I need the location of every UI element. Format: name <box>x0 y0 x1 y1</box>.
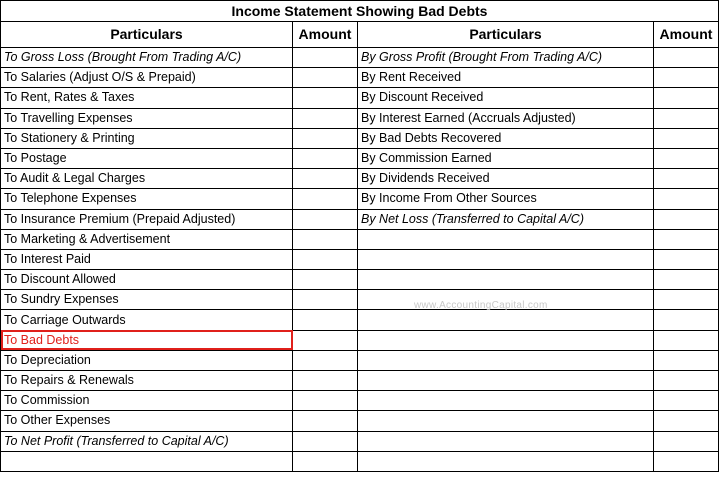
debit-amount-cell[interactable] <box>293 391 358 411</box>
credit-amount-cell[interactable] <box>654 270 719 290</box>
table-row <box>1 108 719 128</box>
credit-item-empty[interactable] <box>358 310 654 330</box>
credit-item-dividends-received[interactable]: By Dividends Received <box>358 169 654 189</box>
debit-item-sundry-expenses[interactable]: To Sundry Expenses <box>1 290 293 310</box>
debit-amount-cell[interactable] <box>293 68 358 88</box>
debit-item-carriage-outwards[interactable]: To Carriage Outwards <box>1 310 293 330</box>
header-particulars-right: Particulars <box>358 22 654 48</box>
table-row <box>1 68 719 88</box>
header-amount-left: Amount <box>293 22 358 48</box>
debit-amount-cell[interactable] <box>293 290 358 310</box>
debit-item-interest-paid[interactable]: To Interest Paid <box>1 249 293 269</box>
credit-amount-cell[interactable] <box>654 169 719 189</box>
debit-item-salaries[interactable]: To Salaries (Adjust O/S & Prepaid) <box>1 68 293 88</box>
header-amount-right: Amount <box>654 22 719 48</box>
table-row <box>1 371 719 391</box>
debit-item-other-expenses[interactable]: To Other Expenses <box>1 411 293 431</box>
debit-item-empty[interactable] <box>1 451 293 471</box>
table-row <box>1 350 719 370</box>
debit-amount-cell[interactable] <box>293 350 358 370</box>
table-row <box>1 249 719 269</box>
debit-item-bad-debts-highlighted[interactable]: To Bad Debts <box>1 330 293 350</box>
debit-item-audit-legal[interactable]: To Audit & Legal Charges <box>1 169 293 189</box>
debit-amount-cell[interactable] <box>293 169 358 189</box>
table-row <box>1 229 719 249</box>
debit-item-net-profit[interactable]: To Net Profit (Transferred to Capital A/C) <box>1 431 293 451</box>
table-row <box>1 88 719 108</box>
credit-amount-cell[interactable] <box>654 290 719 310</box>
debit-item-travelling-expenses[interactable]: To Travelling Expenses <box>1 108 293 128</box>
credit-amount-cell[interactable] <box>654 391 719 411</box>
credit-amount-cell[interactable] <box>654 350 719 370</box>
table-row <box>1 128 719 148</box>
credit-amount-cell[interactable] <box>654 209 719 229</box>
credit-item-other-income[interactable]: By Income From Other Sources <box>358 189 654 209</box>
credit-item-empty[interactable] <box>358 229 654 249</box>
credit-item-empty[interactable] <box>358 249 654 269</box>
table-row <box>1 209 719 229</box>
credit-amount-cell[interactable] <box>654 371 719 391</box>
credit-item-commission-earned[interactable]: By Commission Earned <box>358 148 654 168</box>
debit-amount-cell[interactable] <box>293 189 358 209</box>
debit-amount-cell[interactable] <box>293 310 358 330</box>
credit-item-empty[interactable] <box>358 330 654 350</box>
credit-item-empty[interactable] <box>358 270 654 290</box>
table-row <box>1 270 719 290</box>
credit-amount-cell[interactable] <box>654 310 719 330</box>
credit-item-empty[interactable] <box>358 350 654 370</box>
table-row <box>1 290 719 310</box>
credit-item-empty[interactable] <box>358 431 654 451</box>
credit-item-empty[interactable] <box>358 411 654 431</box>
credit-amount-cell[interactable] <box>654 431 719 451</box>
debit-item-postage[interactable]: To Postage <box>1 148 293 168</box>
credit-amount-cell[interactable] <box>654 128 719 148</box>
debit-amount-cell[interactable] <box>293 270 358 290</box>
table-row <box>1 391 719 411</box>
debit-item-discount-allowed[interactable]: To Discount Allowed <box>1 270 293 290</box>
credit-item-net-loss[interactable]: By Net Loss (Transferred to Capital A/C) <box>358 209 654 229</box>
credit-amount-cell[interactable] <box>654 108 719 128</box>
header-particulars-left: Particulars <box>1 22 293 48</box>
table-row <box>1 330 719 350</box>
credit-amount-cell[interactable] <box>654 411 719 431</box>
table-row <box>1 48 719 68</box>
debit-amount-cell[interactable] <box>293 249 358 269</box>
debit-amount-cell[interactable] <box>293 411 358 431</box>
debit-amount-cell[interactable] <box>293 330 358 350</box>
debit-amount-cell[interactable] <box>293 229 358 249</box>
credit-amount-cell[interactable] <box>654 48 719 68</box>
debit-item-rent-rates-taxes[interactable]: To Rent, Rates & Taxes <box>1 88 293 108</box>
debit-amount-cell[interactable] <box>293 88 358 108</box>
debit-item-marketing[interactable]: To Marketing & Advertisement <box>1 229 293 249</box>
credit-item-discount-received[interactable]: By Discount Received <box>358 88 654 108</box>
debit-item-depreciation[interactable]: To Depreciation <box>1 350 293 370</box>
debit-amount-cell[interactable] <box>293 451 358 471</box>
credit-item-empty[interactable] <box>358 391 654 411</box>
debit-amount-cell[interactable] <box>293 48 358 68</box>
debit-item-insurance[interactable]: To Insurance Premium (Prepaid Adjusted) <box>1 209 293 229</box>
table-row <box>1 310 719 330</box>
table-row <box>1 451 719 471</box>
debit-amount-cell[interactable] <box>293 108 358 128</box>
credit-item-empty[interactable] <box>358 451 654 471</box>
table-row <box>1 411 719 431</box>
debit-item-stationery-printing[interactable]: To Stationery & Printing <box>1 128 293 148</box>
debit-amount-cell[interactable] <box>293 431 358 451</box>
debit-item-gross-loss[interactable]: To Gross Loss (Brought From Trading A/C) <box>1 48 293 68</box>
table-row <box>1 169 719 189</box>
credit-amount-cell[interactable] <box>654 148 719 168</box>
table-row <box>1 148 719 168</box>
statement-title: Income Statement Showing Bad Debts <box>1 1 719 22</box>
table-row <box>1 431 719 451</box>
credit-amount-cell[interactable] <box>654 189 719 209</box>
table-row <box>1 189 719 209</box>
credit-item-rent-received[interactable]: By Rent Received <box>358 68 654 88</box>
credit-item-interest-earned[interactable]: By Interest Earned (Accruals Adjusted) <box>358 108 654 128</box>
credit-amount-cell[interactable] <box>654 88 719 108</box>
debit-item-telephone[interactable]: To Telephone Expenses <box>1 189 293 209</box>
credit-amount-cell[interactable] <box>654 451 719 471</box>
debit-amount-cell[interactable] <box>293 148 358 168</box>
credit-amount-cell[interactable] <box>654 330 719 350</box>
credit-amount-cell[interactable] <box>654 249 719 269</box>
watermark: www.AccountingCapital.com <box>414 300 548 311</box>
debit-item-commission[interactable]: To Commission <box>1 391 293 411</box>
credit-item-bad-debts-recovered[interactable]: By Bad Debts Recovered <box>358 128 654 148</box>
debit-amount-cell[interactable] <box>293 209 358 229</box>
debit-amount-cell[interactable] <box>293 128 358 148</box>
debit-item-repairs-renewals[interactable]: To Repairs & Renewals <box>1 371 293 391</box>
credit-item-empty[interactable] <box>358 371 654 391</box>
debit-amount-cell[interactable] <box>293 371 358 391</box>
credit-item-gross-profit[interactable]: By Gross Profit (Brought From Trading A/C) <box>358 48 654 68</box>
credit-amount-cell[interactable] <box>654 68 719 88</box>
credit-amount-cell[interactable] <box>654 229 719 249</box>
